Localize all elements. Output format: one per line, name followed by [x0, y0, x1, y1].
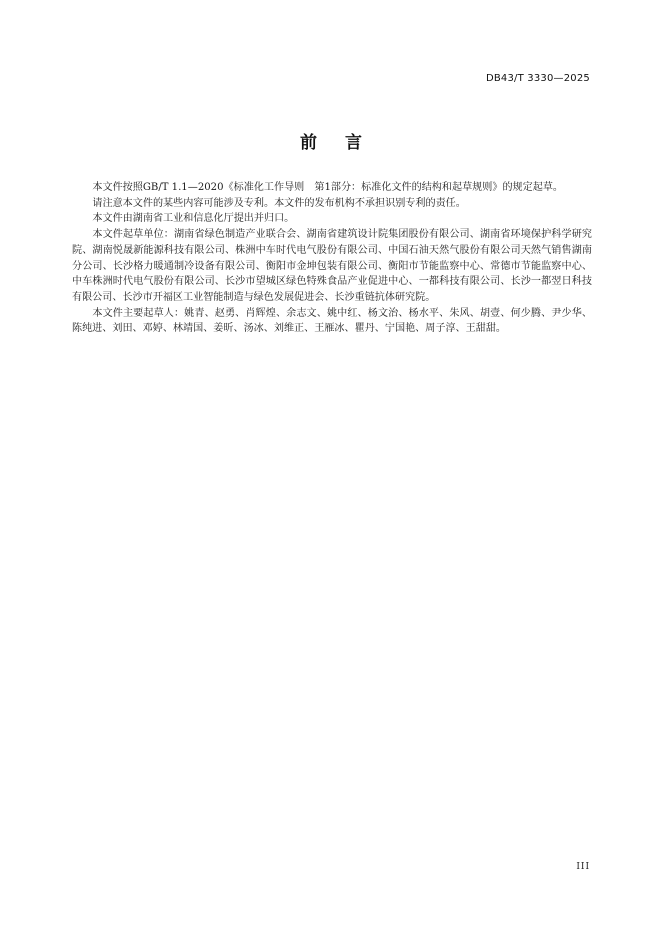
- paragraph-drafting-rules: 本文件按照GB/T 1.1—2020《标准化工作导则 第1部分：标准化文件的结构和起草规则》的规定起草。: [92, 182, 564, 193]
- document-code: DB43/T 3330—2025: [485, 73, 590, 84]
- paragraph-proposer: 本文件由湖南省工业和信息化厅提出并归口。: [92, 213, 295, 225]
- paragraph-patent-notice: 请注意本文件的某些内容可能涉及专利。本文件的发布机构不承担识别专利的责任。: [92, 197, 466, 209]
- page-number: III: [576, 862, 590, 872]
- foreword-body: [72, 180, 592, 337]
- page-title: 前言: [300, 133, 390, 153]
- paragraph-drafting-units: 本文件起草单位：湖南省绿色制造产业联合会、湖南省建筑设计院集团股份有限公司、湖南省环境保护科学研究院、湖南悦晟新能源科技有限公司、株洲中车时代电气股份有限公司、中国石油天然气股份有限公司天然气销售湖南分公司、长沙格力暖通制冷设备有限公司、衡阳市金坤包装有限公司、衡阳市节能监察中心、常德市节能监察中心、中车株洲时代电气股份有限公司、长沙市望城区绿色特殊食品产业促进中心、一都科技有限公司、长沙一都翌日科技有限公司、长沙市开福区工业智能制造与绿色发展促进会、长沙重链抗体研究院。: [72, 229, 592, 303]
- paragraph-drafters: 本文件主要起草人：姚青、赵勇、肖辉煌、余志文、姚中红、杨文治、杨水平、朱风、胡壹、何少腾、尹少华、陈纯进、刘田、邓婷、林靖国、姜昕、汤冰、刘维正、王雁冰、瞿丹、宁国艳、周子淳、王甜甜。: [72, 307, 592, 335]
